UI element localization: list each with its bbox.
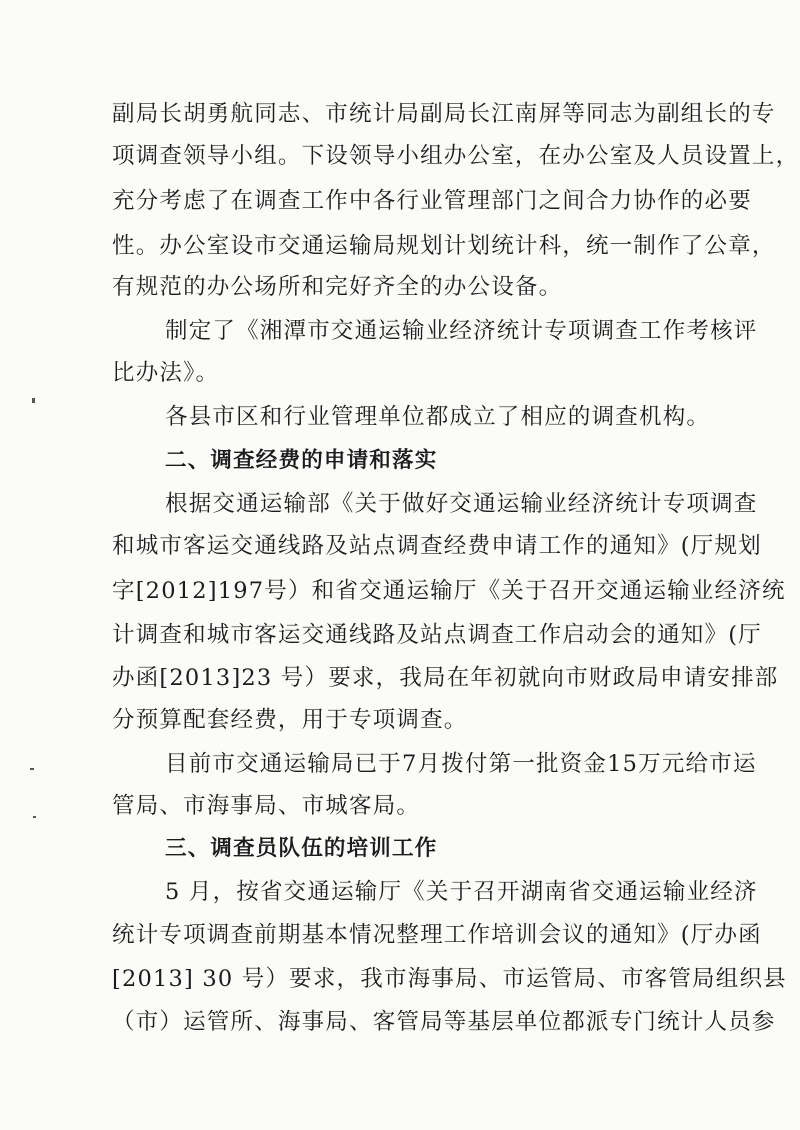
scan-speck [30, 768, 34, 770]
text-line: 有规范的办公场所和完好齐全的办公设备。 [112, 274, 563, 300]
text-line: 制定了《湘潭市交通运输业经济统计专项调查工作考核评 [165, 318, 758, 344]
text-line: 根据交通运输部《关于做好交通运输业经济统计专项调查 [165, 491, 758, 517]
text-line: 比办法》。 [112, 360, 220, 386]
section-heading: 二、调查经费的申请和落实 [165, 448, 438, 473]
text-line: 项调查领导小组。下设领导小组办公室，在办公室及人员设置上， [112, 143, 800, 169]
text-line: 充分考虑了在调查工作中各行业管理部门之间合力协作的必要 [112, 188, 752, 214]
text-line: 和城市客运交通线路及站点调查经费申请工作的通知》(厅规划 [112, 533, 762, 559]
text-line: 管局、市海事局、市城客局。 [112, 793, 421, 819]
scan-speck [32, 398, 35, 403]
text-line: 统计专项调查前期基本情况整理工作培训会议的通知》(厅办函 [112, 922, 762, 948]
text-line: 5 月，按省交通运输厅《关于召开湖南省交通运输业经济 [165, 879, 758, 905]
text-line: 性。办公室设市交通运输局规划计划统计科，统一制作了公章， [112, 233, 776, 259]
scan-speck [33, 816, 36, 818]
text-line: （市）运管所、海事局、客管局等基层单位都派专门统计人员参 [112, 1009, 776, 1035]
text-line: 字[2012]197号）和省交通运输厅《关于召开交通运输业经济统 [112, 578, 786, 604]
section-heading: 三、调查员队伍的培训工作 [165, 836, 438, 861]
text-line: 计调查和城市客运交通线路及站点调查工作启动会的通知》(厅 [112, 622, 762, 648]
text-line: 目前市交通运输局已于7月拨付第一批资金15万元给市运 [165, 751, 757, 777]
text-line: 办函[2013]23 号）要求，我局在年初就向市财政局申请安排部 [112, 665, 779, 691]
text-line: 分预算配套经费，用于专项调查。 [112, 707, 468, 733]
text-line: 副局长胡勇航同志、市统计局副局长江南屏等同志为副组长的专 [112, 101, 776, 127]
text-line: 各县市区和行业管理单位都成立了相应的调查机构。 [165, 404, 711, 430]
text-line: [2013] 30 号）要求，我市海事局、市运管局、市客管局组织县 [112, 966, 787, 992]
